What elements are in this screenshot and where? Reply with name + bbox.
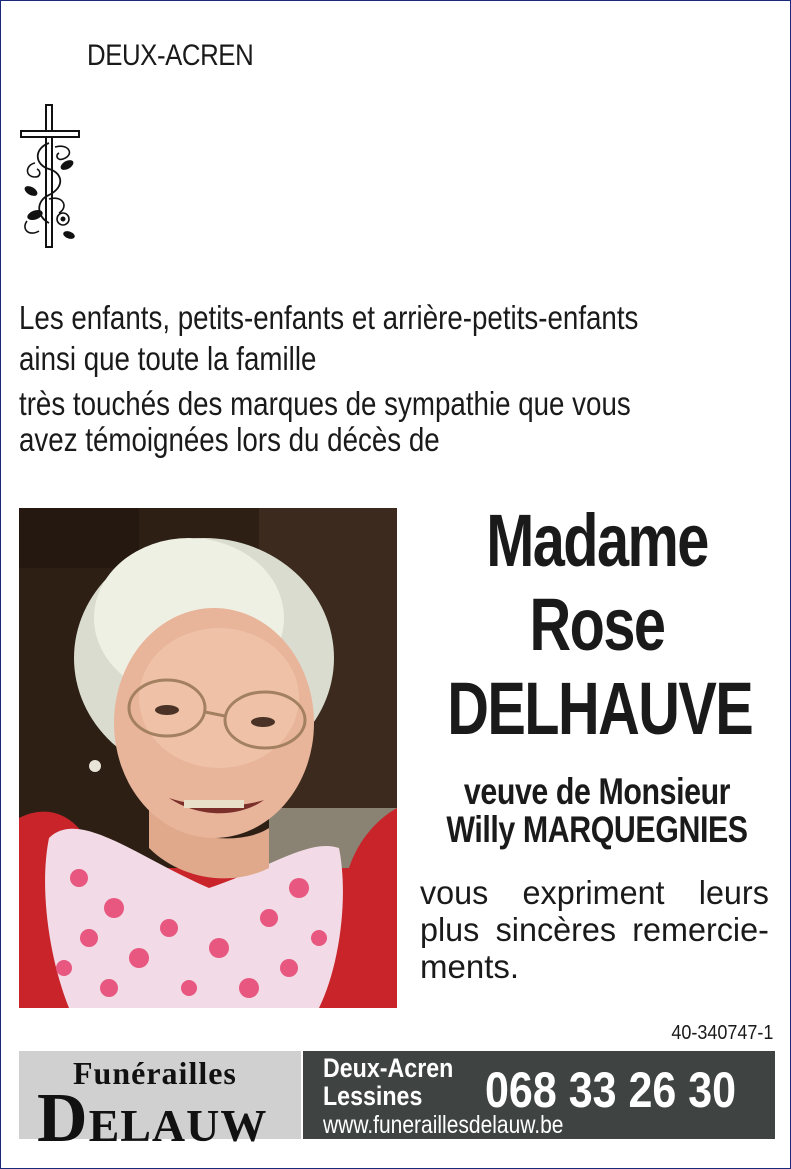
deceased-name-block <box>405 499 789 849</box>
funeral-home-banner <box>19 1051 775 1157</box>
deceased-title: Madame <box>486 499 708 582</box>
thanks-line <box>420 874 769 911</box>
widow-of-line: veuve de Monsieur <box>463 771 731 812</box>
portrait-photo <box>19 508 397 1008</box>
funeral-home-logo <box>19 1051 301 1157</box>
deceased-last-name: DELHAUVE <box>447 667 753 750</box>
thanks-line: ments. <box>420 948 520 985</box>
brand-rest: ELAUW <box>88 1100 268 1151</box>
location-1: Deux-Acren <box>323 1053 454 1083</box>
deceased-first-name: Rose <box>529 583 665 666</box>
phone-number: 068 33 26 30 <box>485 1062 737 1118</box>
late-husband-name: Willy MARQUEGNIES <box>446 809 748 850</box>
thanks-text <box>420 874 776 985</box>
brand-line1: Funérailles <box>73 1055 237 1091</box>
intro-line: Les enfants, petits-enfants et arrière-petits-enfants <box>19 299 639 336</box>
thanks-line <box>420 911 769 948</box>
locality-heading: DEUX-ACREN <box>87 39 254 72</box>
thanks-word: vous <box>420 874 489 911</box>
thanks-word: sincères <box>495 911 617 948</box>
cross-with-flowers-icon <box>19 103 81 249</box>
contact-panel <box>303 1051 775 1139</box>
intro-text <box>19 297 775 458</box>
intro-line: ainsi que toute la famille <box>19 340 317 378</box>
location-2: Lessines <box>323 1081 423 1111</box>
thanks-word: leurs <box>698 874 769 911</box>
intro-line: très touchés des marques de sympathie que vous <box>19 384 631 422</box>
intro-line: avez témoignées lors du décès de <box>19 420 440 458</box>
brand-initial: D <box>37 1080 89 1157</box>
website-link[interactable]: www.funeraillesdelauw.be <box>323 1111 564 1139</box>
thanks-word: remercie- <box>632 911 769 948</box>
brand-line2 <box>37 1079 267 1159</box>
reference-number: 40-340747-1 <box>670 1022 773 1044</box>
thanks-word: plus <box>420 911 480 948</box>
thanks-word: expriment <box>522 874 665 911</box>
